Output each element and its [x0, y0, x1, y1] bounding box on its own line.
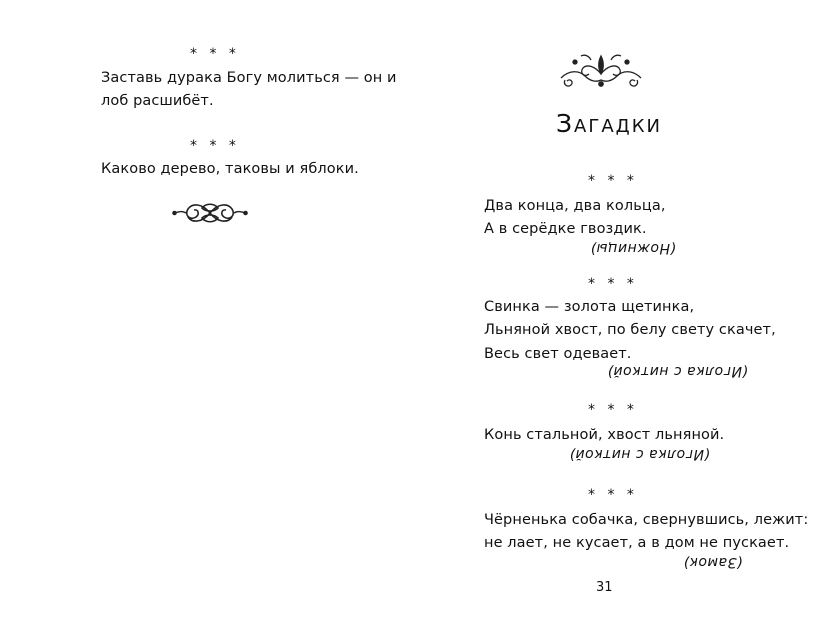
riddle-answer: (Иголка с ниткой): [569, 446, 710, 462]
riddle-line: А в серёдке гвоздик.: [484, 221, 647, 237]
stars-separator: * * *: [588, 173, 638, 189]
page-number: 31: [596, 580, 613, 595]
riddle-line: Конь стальной, хвост льняной.: [484, 427, 725, 443]
stars-separator: * * *: [588, 402, 638, 418]
riddle-line: Льняной хвост, по белу свету скачет,: [484, 322, 776, 338]
scroll-ornament-icon: [555, 48, 647, 92]
riddle-line: не лает, не кусает, а в дом не пускает.: [484, 535, 790, 551]
riddle-line: Свинка — золота щетинка,: [484, 299, 695, 315]
stars-separator: * * *: [588, 276, 638, 292]
stars-separator: * * *: [588, 487, 638, 503]
section-title: Загадки: [556, 109, 662, 138]
riddle-answer: (Замок): [683, 554, 743, 570]
riddle-line: Чёрненька собачка, свернувшись, лежит:: [484, 512, 809, 528]
riddle-answer: (Иголка с ниткой): [607, 363, 748, 379]
stars-separator: * * *: [190, 46, 240, 62]
proverb-line: Заставь дурака Богу молиться — он и: [101, 70, 397, 86]
proverb-line: лоб расшибёт.: [101, 93, 214, 109]
riddle-line: Два конца, два кольца,: [484, 198, 666, 214]
proverb-line: Каково дерево, таковы и яблоки.: [101, 161, 359, 177]
riddle-line: Весь свет одевает.: [484, 346, 632, 362]
stars-separator: * * *: [190, 138, 240, 154]
knot-ornament-icon: [172, 199, 248, 227]
riddle-answer: (Ножницы): [590, 240, 676, 256]
